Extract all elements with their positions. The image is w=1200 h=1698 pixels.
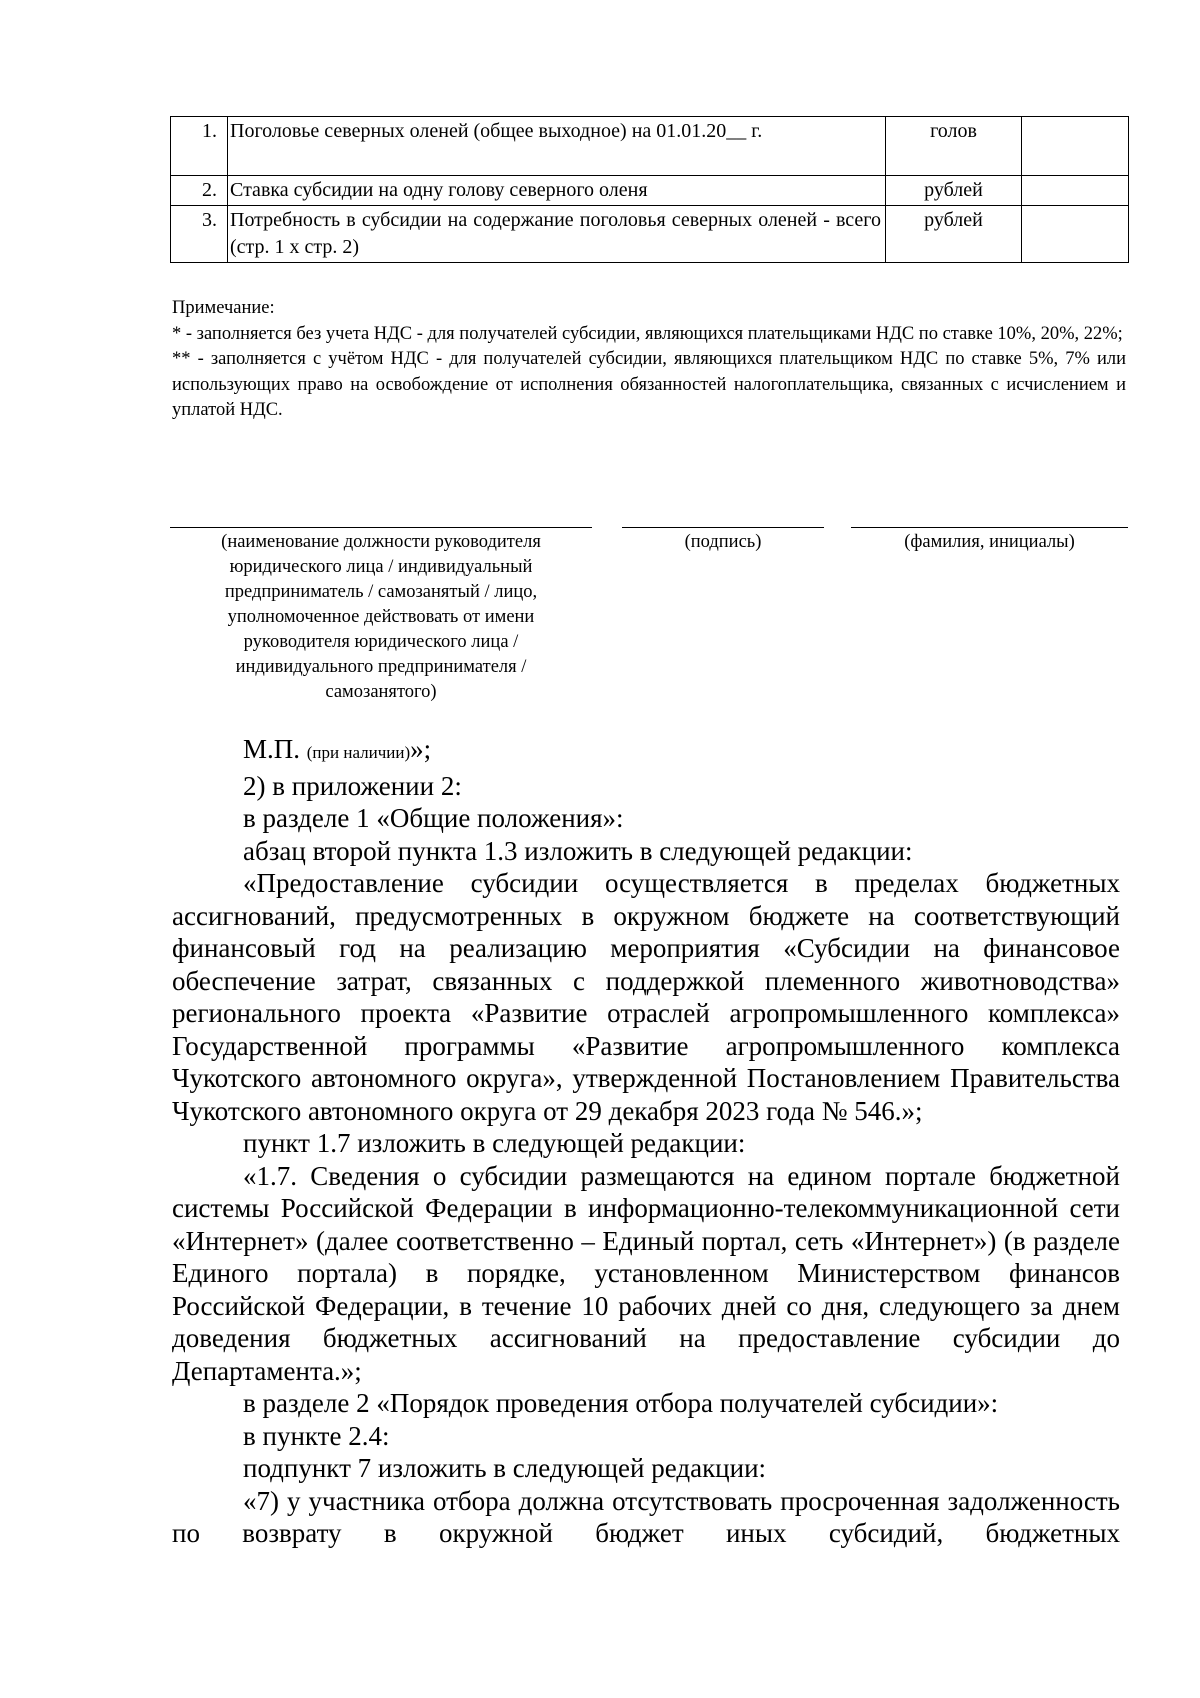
row-description: Ставка субсидии на одну голову северного оленя [228,176,886,206]
paragraph: в разделе 1 «Общие положения»: [243,803,624,833]
row-value [1022,117,1129,176]
table-row [171,206,1129,263]
row-unit: рублей [886,206,1022,263]
note-vat-included: ** - заполняется с учётом НДС - для получателей субсидии, являющихся плательщиком НДС по ставке 5%, 7% или использующих право на освобождение от исполнения обязанностей налогоплательщика, связанных с исчислением и уплатой НДС. [172,349,1126,420]
stamp-label: М.П. [243,734,301,764]
document-body [172,733,1120,1550]
row-unit: рублей [886,176,1022,206]
notes-heading: Примечание: [172,298,275,318]
row-number: 1. [171,117,228,176]
paragraph: подпункт 7 изложить в следующей редакции: [243,1453,767,1483]
row-description: Поголовье северных оленей (общее выходное) на 01.01.20__ г. [228,117,886,176]
name-signature-line [851,527,1128,528]
paragraph: «Предоставление субсидии осуществляется в пределах бюджетных ассигнований, предусмотренных в окружном бюджете на соответствующий финансовый год на реализацию мероприятия «Субсидии на финансовое обеспечение затрат, связанных с поддержкой племенного животноводства» регионального проекта «Развитие отраслей агропромышленного комплекса» Государственной программы «Развитие агропромышленного комплекса Чукотского автономного округа», утвержденной Постановлением Правительства Чукотского автономного округа от 29 декабря 2023 года № 546.»; [172,868,1120,1126]
signature-caption: (подпись) [684,532,762,552]
name-caption: (фамилия, инициалы) [904,532,1075,552]
position-signature-line [170,527,592,528]
row-number: 3. [171,206,228,263]
signature-line [622,527,824,528]
indicators-table [170,116,1129,263]
paragraph: 2) в приложении 2: [243,770,462,801]
table-row [171,117,1129,176]
row-description: Потребность в субсидии на содержание поголовья северных оленей - всего (стр. 1 х стр. 2) [228,206,886,263]
row-value [1022,176,1129,206]
paragraph: в пункте 2.4: [243,1420,390,1451]
paragraph: «1.7. Сведения о субсидии размещаются на едином портале бюджетной системы Российской Федерации в информационно-телекоммуникационной сети «Интернет» (далее соответственно – Единый портал, сеть «Интернет») (в разделе Единого портала) в порядке, установленном Министерством финансов Российской Федерации, в течение 10 рабочих дней со дня, следующего за днем доведения бюджетных ассигнований на предоставление субсидии до Департамента.»; [172,1160,1120,1386]
paragraph: пункт 1.7 изложить в следующей редакции: [243,1128,746,1158]
note-vat-excluded: * - заполняется без учета НДС - для получателей субсидии, являющихся плательщиками НДС по ставке 10%, 20%, 22%; [172,323,1123,344]
position-caption: (наименование должности руководителя юридического лица / индивидуальный предприниматель / самозанятый / лицо, уполномоченное действовать от имени руководителя юридического лица / индивидуального предпринимателя / самозанятого) [221,532,541,702]
paragraph: в разделе 2 «Порядок проведения отбора получателей субсидии»: [243,1388,999,1418]
table-row [171,176,1129,206]
stamp-note: (при наличии) [306,743,411,762]
paragraph: «7) у участника отбора должна отсутствовать просроченная задолженность по возврату в окружной бюджет иных субсидий, бюджетных [172,1485,1120,1548]
row-number: 2. [171,176,228,206]
notes-section [172,296,1126,424]
stamp-line [172,733,1120,770]
paragraph: абзац второй пункта 1.3 изложить в следующей редакции: [243,835,913,866]
row-value [1022,206,1129,263]
row-unit: голов [886,117,1022,176]
stamp-end: »; [410,734,432,764]
